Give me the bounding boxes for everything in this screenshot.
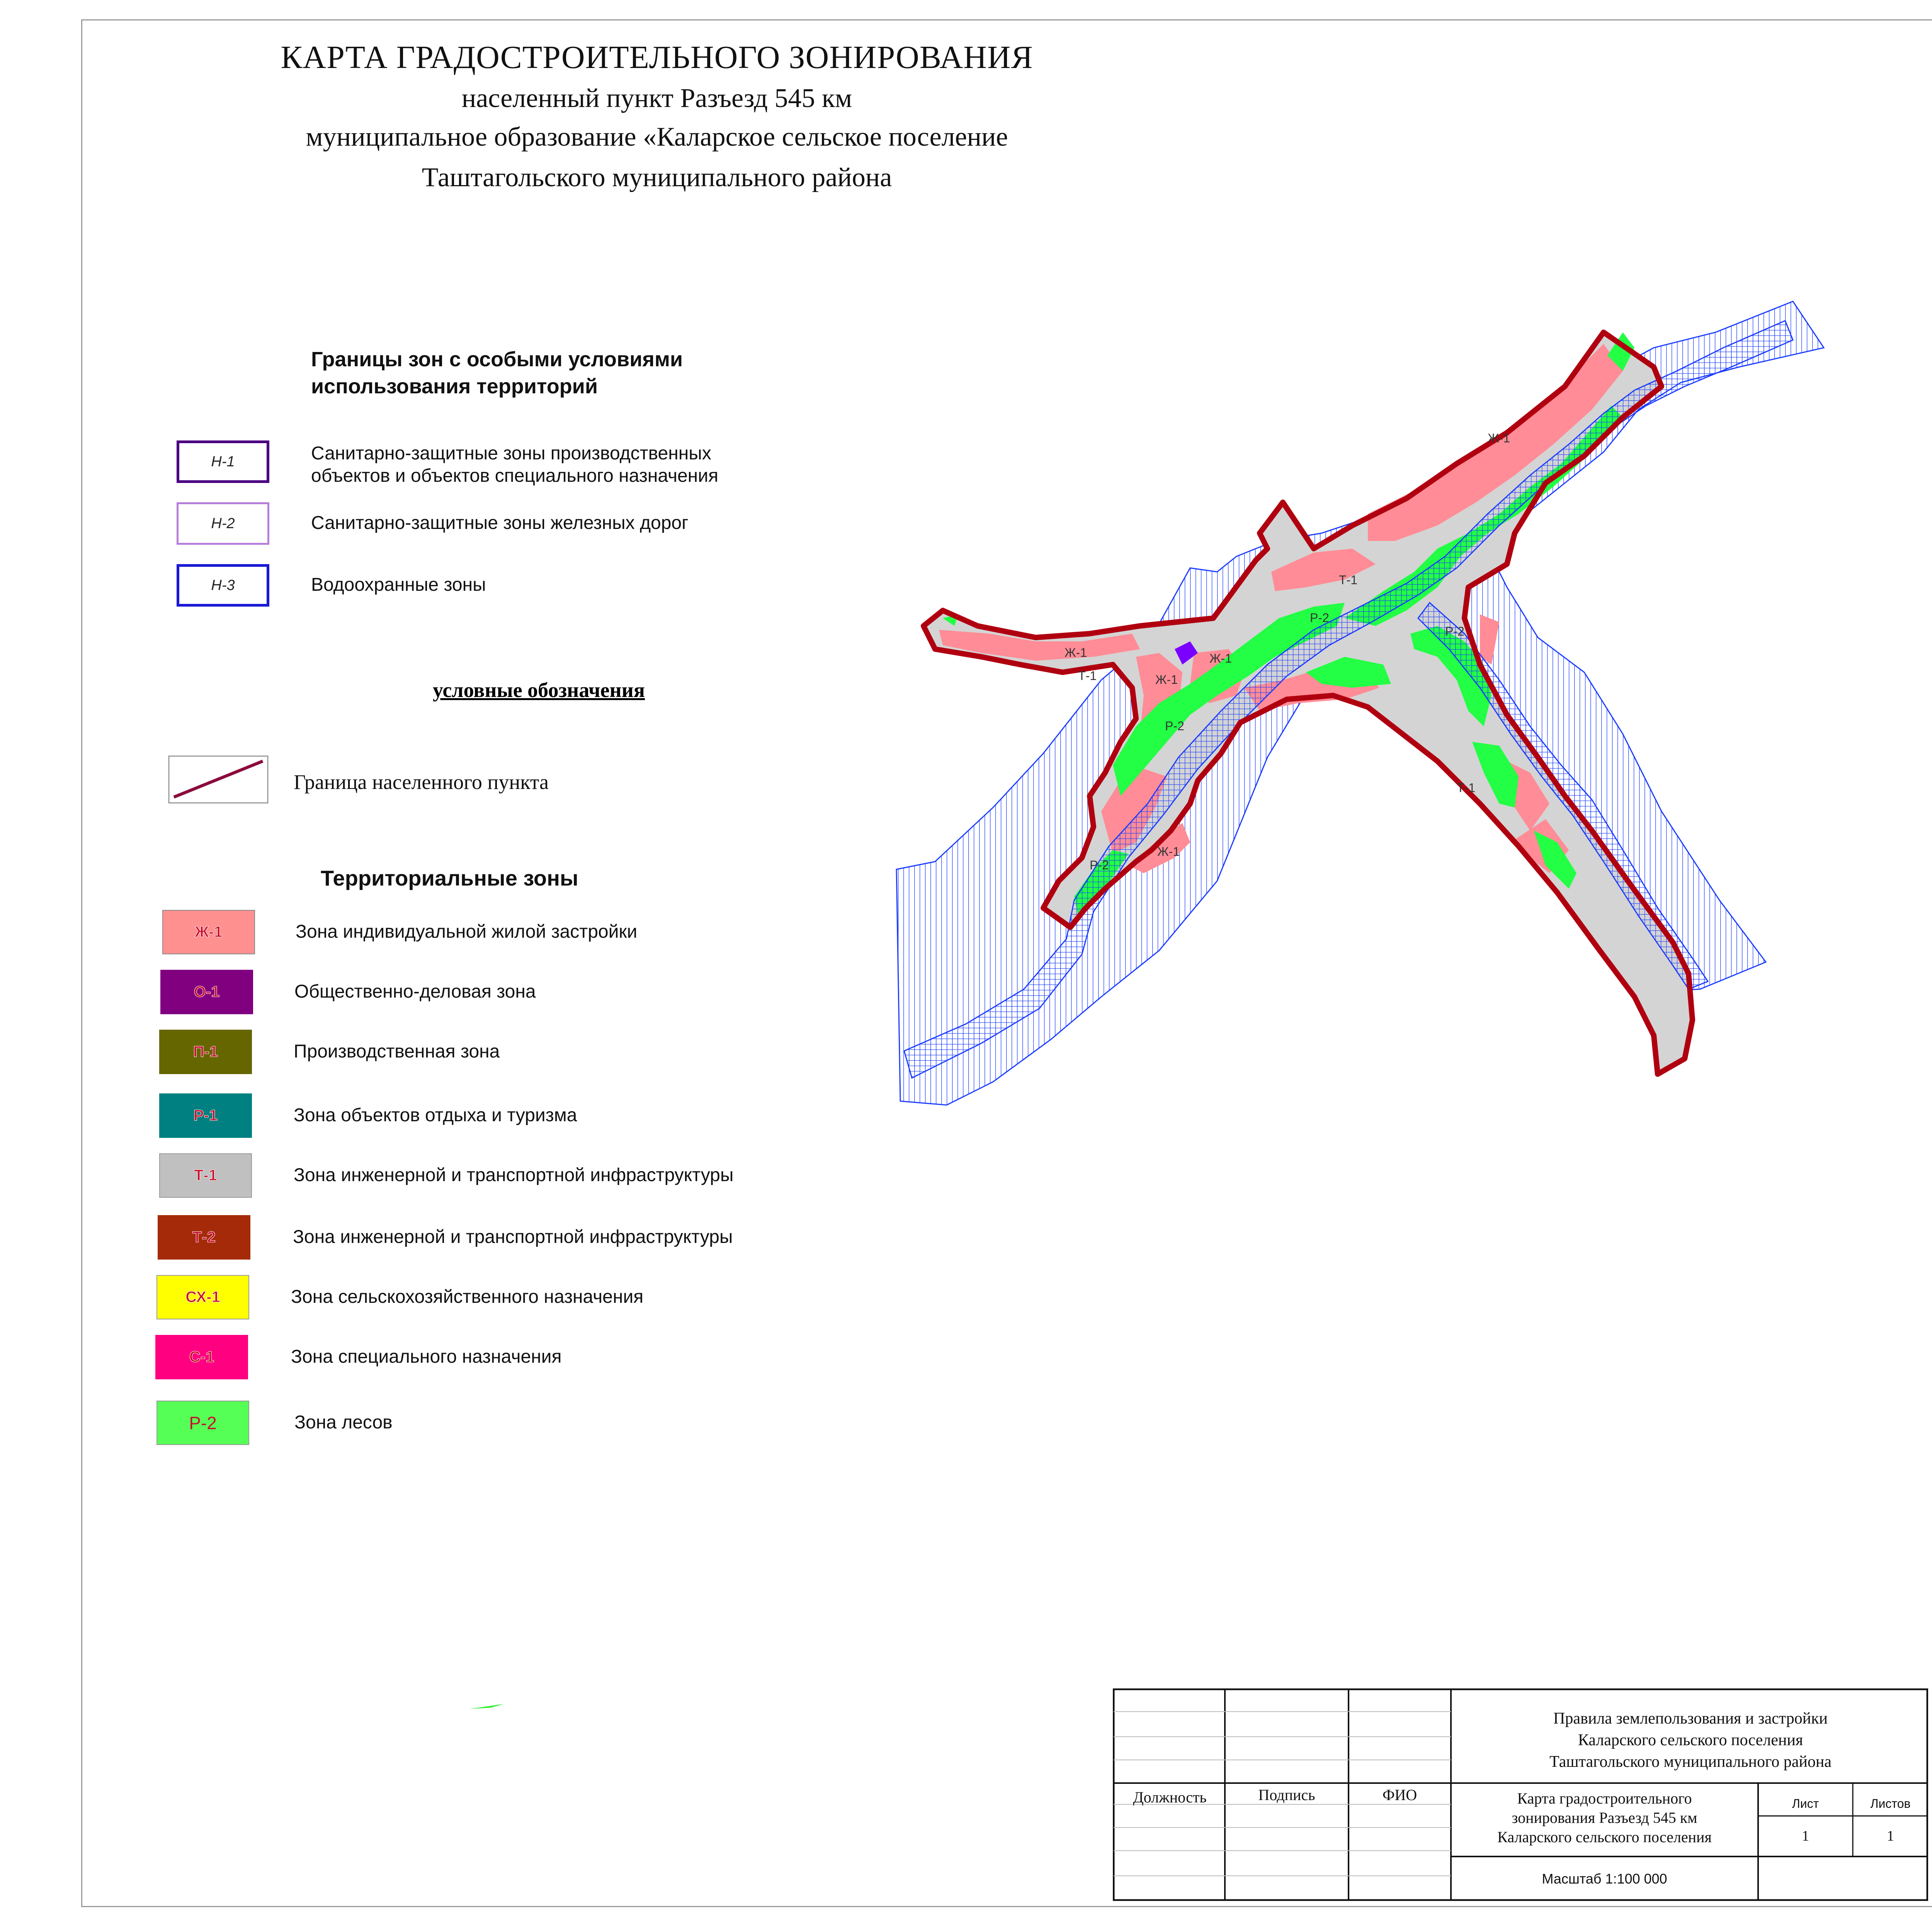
zone-label: Р-2 xyxy=(1090,858,1109,872)
legend-n3-label: Водоохранные зоны xyxy=(311,575,486,595)
municipality-subtitle: муниципальное образование «Каларское сельское поселение xyxy=(306,122,1008,152)
legend-t2-label: Зона инженерной и транспортной инфраструктуры xyxy=(293,1227,733,1247)
legend-skh1-code: СХ-1 xyxy=(185,1289,220,1306)
sheet-title-line1: Карта градостроительного xyxy=(1517,1790,1692,1807)
zone-label: Ж-1 xyxy=(1155,673,1178,687)
legend-r2-swatch xyxy=(156,1401,249,1445)
project-title-line1: Правила землепользования и застройки xyxy=(1553,1710,1828,1727)
legend-o1-code: О-1 xyxy=(194,983,220,1000)
signature-column-header: Подпись xyxy=(1258,1786,1315,1804)
legend-p1-swatch xyxy=(159,1030,252,1074)
legend-r1-swatch xyxy=(159,1093,252,1138)
zone-label: Ж-1 xyxy=(1488,431,1510,445)
zone-label: Т-1 xyxy=(1457,781,1475,795)
legend-p1-label: Производственная зона xyxy=(294,1041,500,1062)
legend-r1-label: Зона объектов отдыха и туризма xyxy=(294,1105,577,1125)
zone-label: Ж-1 xyxy=(1157,845,1180,859)
legend-r2-code: Р-2 xyxy=(189,1413,217,1433)
sheet-title-line3: Каларского сельского поселения xyxy=(1497,1828,1712,1846)
legend-n2-label: Санитарно-защитные зоны железных дорог xyxy=(311,513,689,533)
legend-s1-swatch xyxy=(155,1335,248,1379)
sheets-count: 1 xyxy=(1887,1828,1894,1844)
legend-n1-label-line1: Санитарно-защитные зоны производственных xyxy=(311,443,711,464)
map-title: КАРТА ГРАДОСТРОИТЕЛЬНОГО ЗОНИРОВАНИЯ xyxy=(281,39,1033,75)
territorial-zones-heading: Территориальные зоны xyxy=(321,866,578,890)
legend-n3-swatch: Н-3 xyxy=(177,564,269,607)
legend-zh1-code: Ж-1 xyxy=(195,923,223,940)
legend-skh1-label: Зона сельскохозяйственного назначения xyxy=(291,1287,644,1307)
project-title xyxy=(1451,1708,1930,1773)
symbols-heading: условные обозначения xyxy=(433,678,645,702)
legend-n1-label-line2: объектов и объектов специального назначения xyxy=(311,466,718,486)
boundary-label: Граница населенного пункта xyxy=(294,770,549,794)
special-zones-heading xyxy=(311,346,683,400)
sheet-label: Лист xyxy=(1792,1797,1819,1811)
legend-n2-swatch: Н-2 xyxy=(177,502,269,545)
legend-t2-swatch xyxy=(158,1215,250,1260)
sheet-number: 1 xyxy=(1802,1828,1809,1844)
legend-t1-label: Зона инженерной и транспортной инфраструктуры xyxy=(294,1165,734,1185)
legend-t2-code: Т-2 xyxy=(192,1229,216,1246)
legend-s1-code: С-1 xyxy=(189,1348,214,1365)
zone-label: Р-2 xyxy=(1445,624,1464,638)
zoning-map xyxy=(889,286,1835,1151)
map-scale: Масштаб 1:100 000 xyxy=(1542,1871,1667,1887)
legend-skh1-swatch xyxy=(156,1275,249,1319)
legend-r1-code: Р-1 xyxy=(193,1107,218,1124)
legend-t1-code: Т-1 xyxy=(194,1167,217,1184)
legend-n1-swatch: Н-1 xyxy=(177,440,269,483)
legend-zh1-swatch xyxy=(162,910,255,954)
project-title-line3: Таштагольского муниципального района xyxy=(1549,1753,1832,1771)
zone-label: Р-2 xyxy=(1165,719,1184,733)
stray-mark xyxy=(468,1702,506,1712)
special-zones-heading-line2: использования территорий xyxy=(311,375,598,398)
project-title-line2: Каларского сельского поселения xyxy=(1578,1731,1803,1749)
legend-t1-swatch xyxy=(159,1153,252,1198)
legend-r2-label: Зона лесов xyxy=(294,1412,393,1433)
zone-label: Ж-1 xyxy=(1209,651,1232,665)
legend-zh1-label: Зона индивидуальной жилой застройки xyxy=(296,921,638,942)
legend-o1-swatch xyxy=(160,970,253,1014)
zone-label: Р-2 xyxy=(1310,611,1329,625)
zone-label: Т-1 xyxy=(1078,669,1097,683)
legend-s1-label: Зона специального назначения xyxy=(291,1346,562,1367)
zone-label: Т-1 xyxy=(1339,573,1357,587)
sheet-title xyxy=(1451,1789,1758,1847)
sheet-title-line2: зонирования Разъезд 545 км xyxy=(1512,1809,1697,1826)
sheets-label: Листов xyxy=(1870,1797,1911,1811)
zone-label: Ж-1 xyxy=(1065,646,1087,660)
settlement-subtitle: населенный пункт Разъезд 545 км xyxy=(461,83,852,113)
special-zones-heading-line1: Границы зон с особыми условиями xyxy=(311,348,683,371)
legend-p1-code: П-1 xyxy=(193,1043,218,1060)
name-column-header: ФИО xyxy=(1382,1786,1417,1804)
legend-n1-label xyxy=(311,442,718,487)
legend-o1-label: Общественно-деловая зона xyxy=(294,981,536,1002)
position-column-header: Должность xyxy=(1133,1788,1207,1806)
boundary-symbol xyxy=(168,755,269,804)
district-subtitle: Таштагольского муниципального района xyxy=(422,163,892,192)
